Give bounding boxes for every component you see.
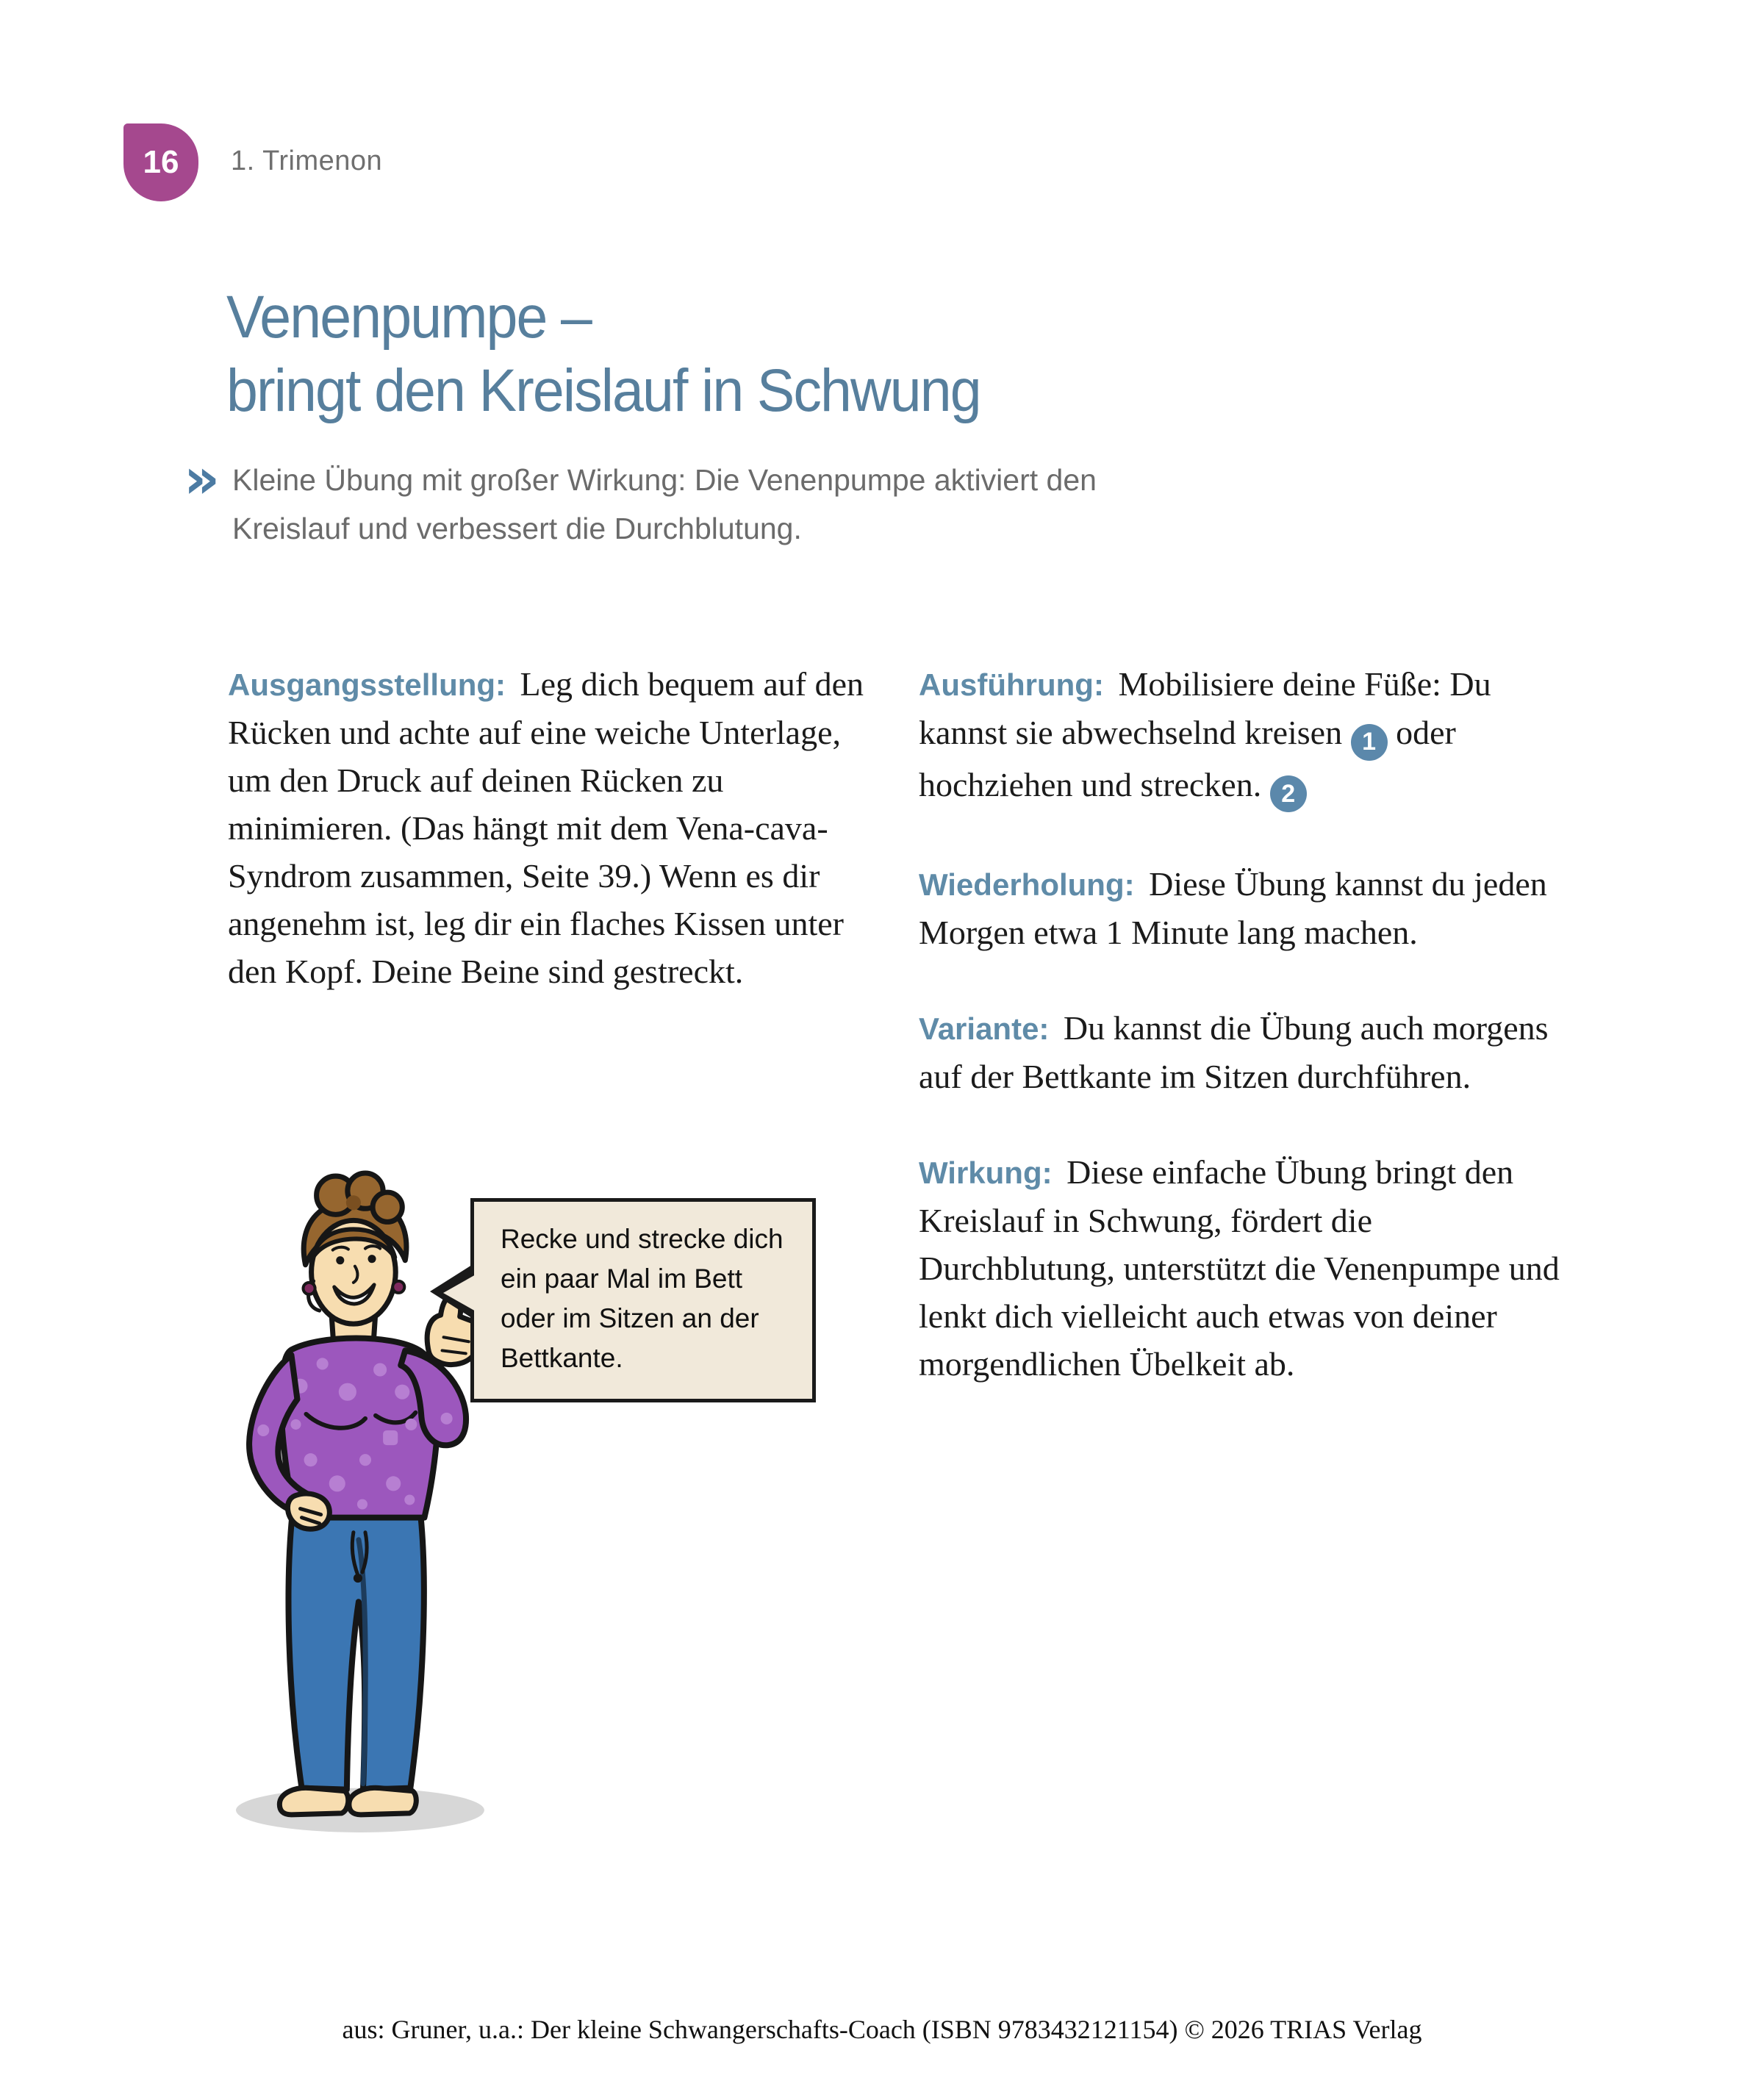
column-right (919, 660, 1566, 1436)
double-chevron-icon: » (184, 445, 220, 511)
column-left (228, 660, 871, 1043)
paragraph-wirkung (919, 1148, 1566, 1388)
page-number-badge (123, 123, 198, 201)
earring-right (392, 1281, 404, 1293)
step-2-badge: 2 (1270, 775, 1307, 812)
page-title-line2: bringt den Kreislauf in Schwung (226, 357, 980, 424)
section-label-wiederholung: Wiederholung: (919, 867, 1135, 902)
step-1-badge: 1 (1351, 724, 1388, 761)
section-text-ausfuehrung-part2: oder hochziehen und strecken. (919, 714, 1456, 803)
speech-bubble (470, 1198, 816, 1402)
section-text-ausfuehrung-part1: Mobilisiere deine Füße: Du kannst sie abwechselnd kreisen (919, 665, 1491, 751)
left-foot (279, 1788, 348, 1815)
intro-text: Kleine Übung mit großer Wirkung: Die Venenpumpe aktiviert den Kreislauf und verbessert die Durchblutung. (232, 463, 1097, 545)
section-text-wirkung: Diese einfache Übung bringt den Kreislauf in Schwung, fördert die Durchblutung, unterstützt die Venenpumpe und lenkt dich vielleicht auch etwas von deiner morgendlichen Übelkeit ab. (919, 1153, 1560, 1383)
section-label-ausfuehrung: Ausführung: (919, 667, 1104, 702)
chapter-label: 1. Trimenon (231, 146, 383, 176)
section-text-wiederholung: Diese Übung kannst du jeden Morgen etwa 1 Minute lang machen. (919, 865, 1547, 951)
paragraph-variante (919, 1004, 1566, 1100)
paragraph-ausfuehrung (919, 660, 1566, 812)
pants (289, 1516, 424, 1790)
page-number: 16 (143, 144, 179, 180)
speech-bubble-text: Recke und strecke dich ein paar Mal im Bett oder im Sitzen an der Bettkante. (501, 1224, 784, 1373)
page-title-line1: Venenpumpe – (226, 284, 592, 351)
earring-left (304, 1283, 315, 1294)
section-text-variante: Du kannst die Übung auch morgens auf der Bettkante im Sitzen durchführen. (919, 1009, 1549, 1095)
copyright-footer: aus: Gruner, u.a.: Der kleine Schwangerschafts-Coach (ISBN 9783432121154) © 2026 TRIAS Verlag (342, 2015, 1422, 2044)
section-label-variante: Variante: (919, 1011, 1050, 1046)
section-text-ausgangsstellung: Leg dich bequem auf den Rücken und achte auf eine weiche Unterlage, um den Druck auf deinen Rücken zu minimieren. (Das hängt mit dem Vena-cava-Syndrom zusammen, Seite 39.) Wenn es dir angenehm ist, leg dir ein flaches Kissen unter den Kopf. Deine Beine sind gestreckt. (228, 665, 864, 990)
section-label-ausgangsstellung: Ausgangsstellung: (228, 667, 506, 702)
paragraph-ausgangsstellung (228, 660, 871, 995)
section-label-wirkung: Wirkung: (919, 1155, 1053, 1190)
right-foot (349, 1788, 416, 1815)
page-title (226, 281, 980, 428)
intro-block (184, 445, 1213, 553)
paragraph-wiederholung (919, 860, 1566, 956)
